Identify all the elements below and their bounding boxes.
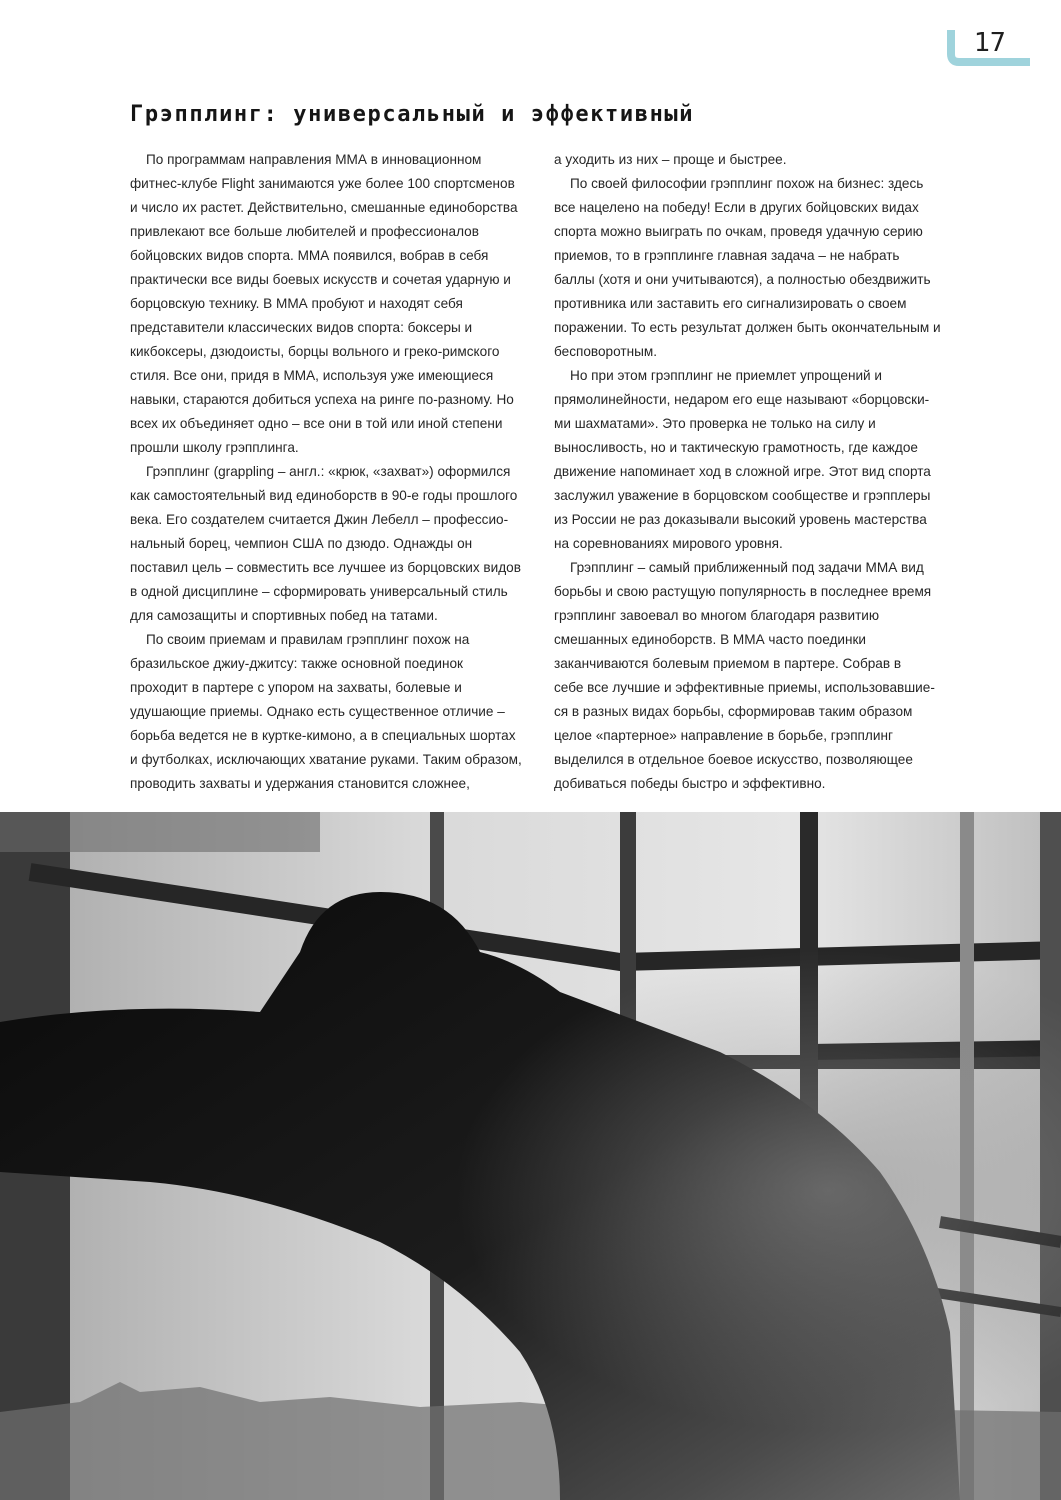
text-line: Грэпплинг (grappling – англ.: «крюк, «захват») оформился bbox=[146, 464, 511, 479]
text-line: добиваться победы быстро и эффективно. bbox=[554, 776, 826, 791]
paragraph bbox=[130, 460, 520, 628]
text-line: бразильское джиу-джитсу: также основной поединок bbox=[130, 656, 463, 671]
text-line: фитнес-клубе Flight занимаются уже более 100 спортсменов bbox=[130, 176, 515, 191]
text-line: и число их растет. Действительно, смешанные единоборства bbox=[130, 200, 518, 215]
text-line: борьба ведется не в куртке-кимоно, а в специальных шортах bbox=[130, 728, 516, 743]
text-line: поставил цель – совместить все лучшее из борцовских видов bbox=[130, 560, 521, 575]
text-line: привлекают все больше любителей и профессионалов bbox=[130, 224, 479, 239]
text-line: целое «партерное» направление в борьбе, грэпплинг bbox=[554, 728, 893, 743]
text-line: прошли школу грэпплинга. bbox=[130, 440, 299, 455]
text-line: практически все виды боевых искусств и сочетая ударную и bbox=[130, 272, 511, 287]
paragraph bbox=[554, 556, 934, 796]
text-line: ми шахматами». Это проверка не только на силу и bbox=[554, 416, 876, 431]
text-line: нальный борец, чемпион США по дзюдо. Однажды он bbox=[130, 536, 473, 551]
paragraph bbox=[130, 148, 520, 460]
text-line: грэпплинг завоевал во многом благодаря развитию bbox=[554, 608, 880, 623]
paragraph bbox=[554, 172, 941, 364]
text-line: из России не раз доказывали высокий уровень мастерства bbox=[554, 512, 927, 527]
article-title: Грэпплинг: универсальный и эффективный bbox=[130, 102, 695, 127]
text-line: себе все лучшие и эффективные приемы, использовавшие- bbox=[554, 680, 935, 695]
text-line: прямолинейности, недаром его еще называют «борцовски- bbox=[554, 392, 930, 407]
text-line: заканчиваются болевым приемом в партере. Собрав в bbox=[554, 656, 902, 671]
text-line: все нацелено на победу! Если в других бойцовских видах bbox=[554, 200, 919, 215]
text-line: борцовскую технику. В ММА пробуют и находят себя bbox=[130, 296, 463, 311]
text-line: заслужил уважение в борцовском сообществе и грэпплеры bbox=[554, 488, 931, 503]
paragraph bbox=[554, 148, 934, 172]
text-line: всех их объединяет одно – все они в той или иной степени bbox=[130, 416, 503, 431]
text-line: Грэпплинг – самый приближенный под задачи ММА вид bbox=[570, 560, 924, 575]
paragraph bbox=[554, 364, 934, 556]
text-line: бесповоротным. bbox=[554, 344, 657, 359]
text-line: спорта можно выиграть по очкам, проведя удачную серию bbox=[554, 224, 923, 239]
article-photo bbox=[0, 812, 1061, 1500]
paragraph bbox=[130, 628, 520, 796]
article-right-column bbox=[554, 148, 941, 796]
text-line: на соревнованиях мирового уровня. bbox=[554, 536, 783, 551]
text-line: бойцовских видов спорта. ММА появился, вобрав в себя bbox=[130, 248, 489, 263]
text-line: поражении. То есть результат должен быть окончательным и bbox=[554, 320, 941, 335]
text-line: стиля. Все они, придя в ММА, используя уже имеющиеся bbox=[130, 368, 494, 383]
text-line: баллы (хотя и они учитываются), а полностью обездвижить bbox=[554, 272, 931, 287]
text-line: выносливость, но и тактическую грамотность, где каждое bbox=[554, 440, 918, 455]
text-line: Но при этом грэпплинг не приемлет упрощений и bbox=[570, 368, 883, 383]
text-line: По программам направления ММА в инновационном bbox=[146, 152, 482, 167]
article-left-column bbox=[130, 148, 520, 796]
text-line: а уходить из них – проще и быстрее. bbox=[554, 152, 787, 167]
text-line: приемов, то в грэпплинге главная задача – не набрать bbox=[554, 248, 900, 263]
text-line: выделился в отдельное боевое искусство, позволяющее bbox=[554, 752, 913, 767]
page-number-tab bbox=[946, 28, 1030, 66]
text-line: смешанных единоборств. В ММА часто поединки bbox=[554, 632, 867, 647]
text-line: как самостоятельный вид единоборств в 90-е годы прошлого bbox=[130, 488, 518, 503]
text-line: кикбоксеры, дзюдоисты, борцы вольного и греко-римского bbox=[130, 344, 500, 359]
page-number: 17 bbox=[974, 28, 1006, 58]
text-line: удушающие приемы. Однако есть существенное отличие – bbox=[130, 704, 505, 719]
text-line: проходит в партере с упором на захваты, болевые и bbox=[130, 680, 462, 695]
text-line: проводить захваты и удержания становится сложнее, bbox=[130, 776, 470, 791]
text-line: борьбы и свою растущую популярность в последнее время bbox=[554, 584, 932, 599]
grappler-silhouette-photo bbox=[0, 812, 1061, 1500]
text-line: противника или заставить его сигнализировать о своем bbox=[554, 296, 907, 311]
text-line: представители классических видов спорта: боксеры и bbox=[130, 320, 473, 335]
text-line: движение напоминает ход в сложной игре. Этот вид спорта bbox=[554, 464, 931, 479]
text-line: в одной дисциплине – сформировать универсальный стиль bbox=[130, 584, 508, 599]
text-line: По своей философии грэпплинг похож на бизнес: здесь bbox=[570, 176, 924, 191]
text-line: ся в разных видах борьбы, сформировав таким образом bbox=[554, 704, 913, 719]
text-line: века. Его создателем считается Джин Лебелл – профессио- bbox=[130, 512, 509, 527]
text-line: для самозащиты и спортивных побед на татами. bbox=[130, 608, 438, 623]
text-line: и футболках, исключающих хватание руками. Таким образом, bbox=[130, 752, 522, 767]
text-line: навыки, стараются добиться успеха на ринге по-разному. Но bbox=[130, 392, 514, 407]
text-line: По своим приемам и правилам грэпплинг похож на bbox=[146, 632, 470, 647]
